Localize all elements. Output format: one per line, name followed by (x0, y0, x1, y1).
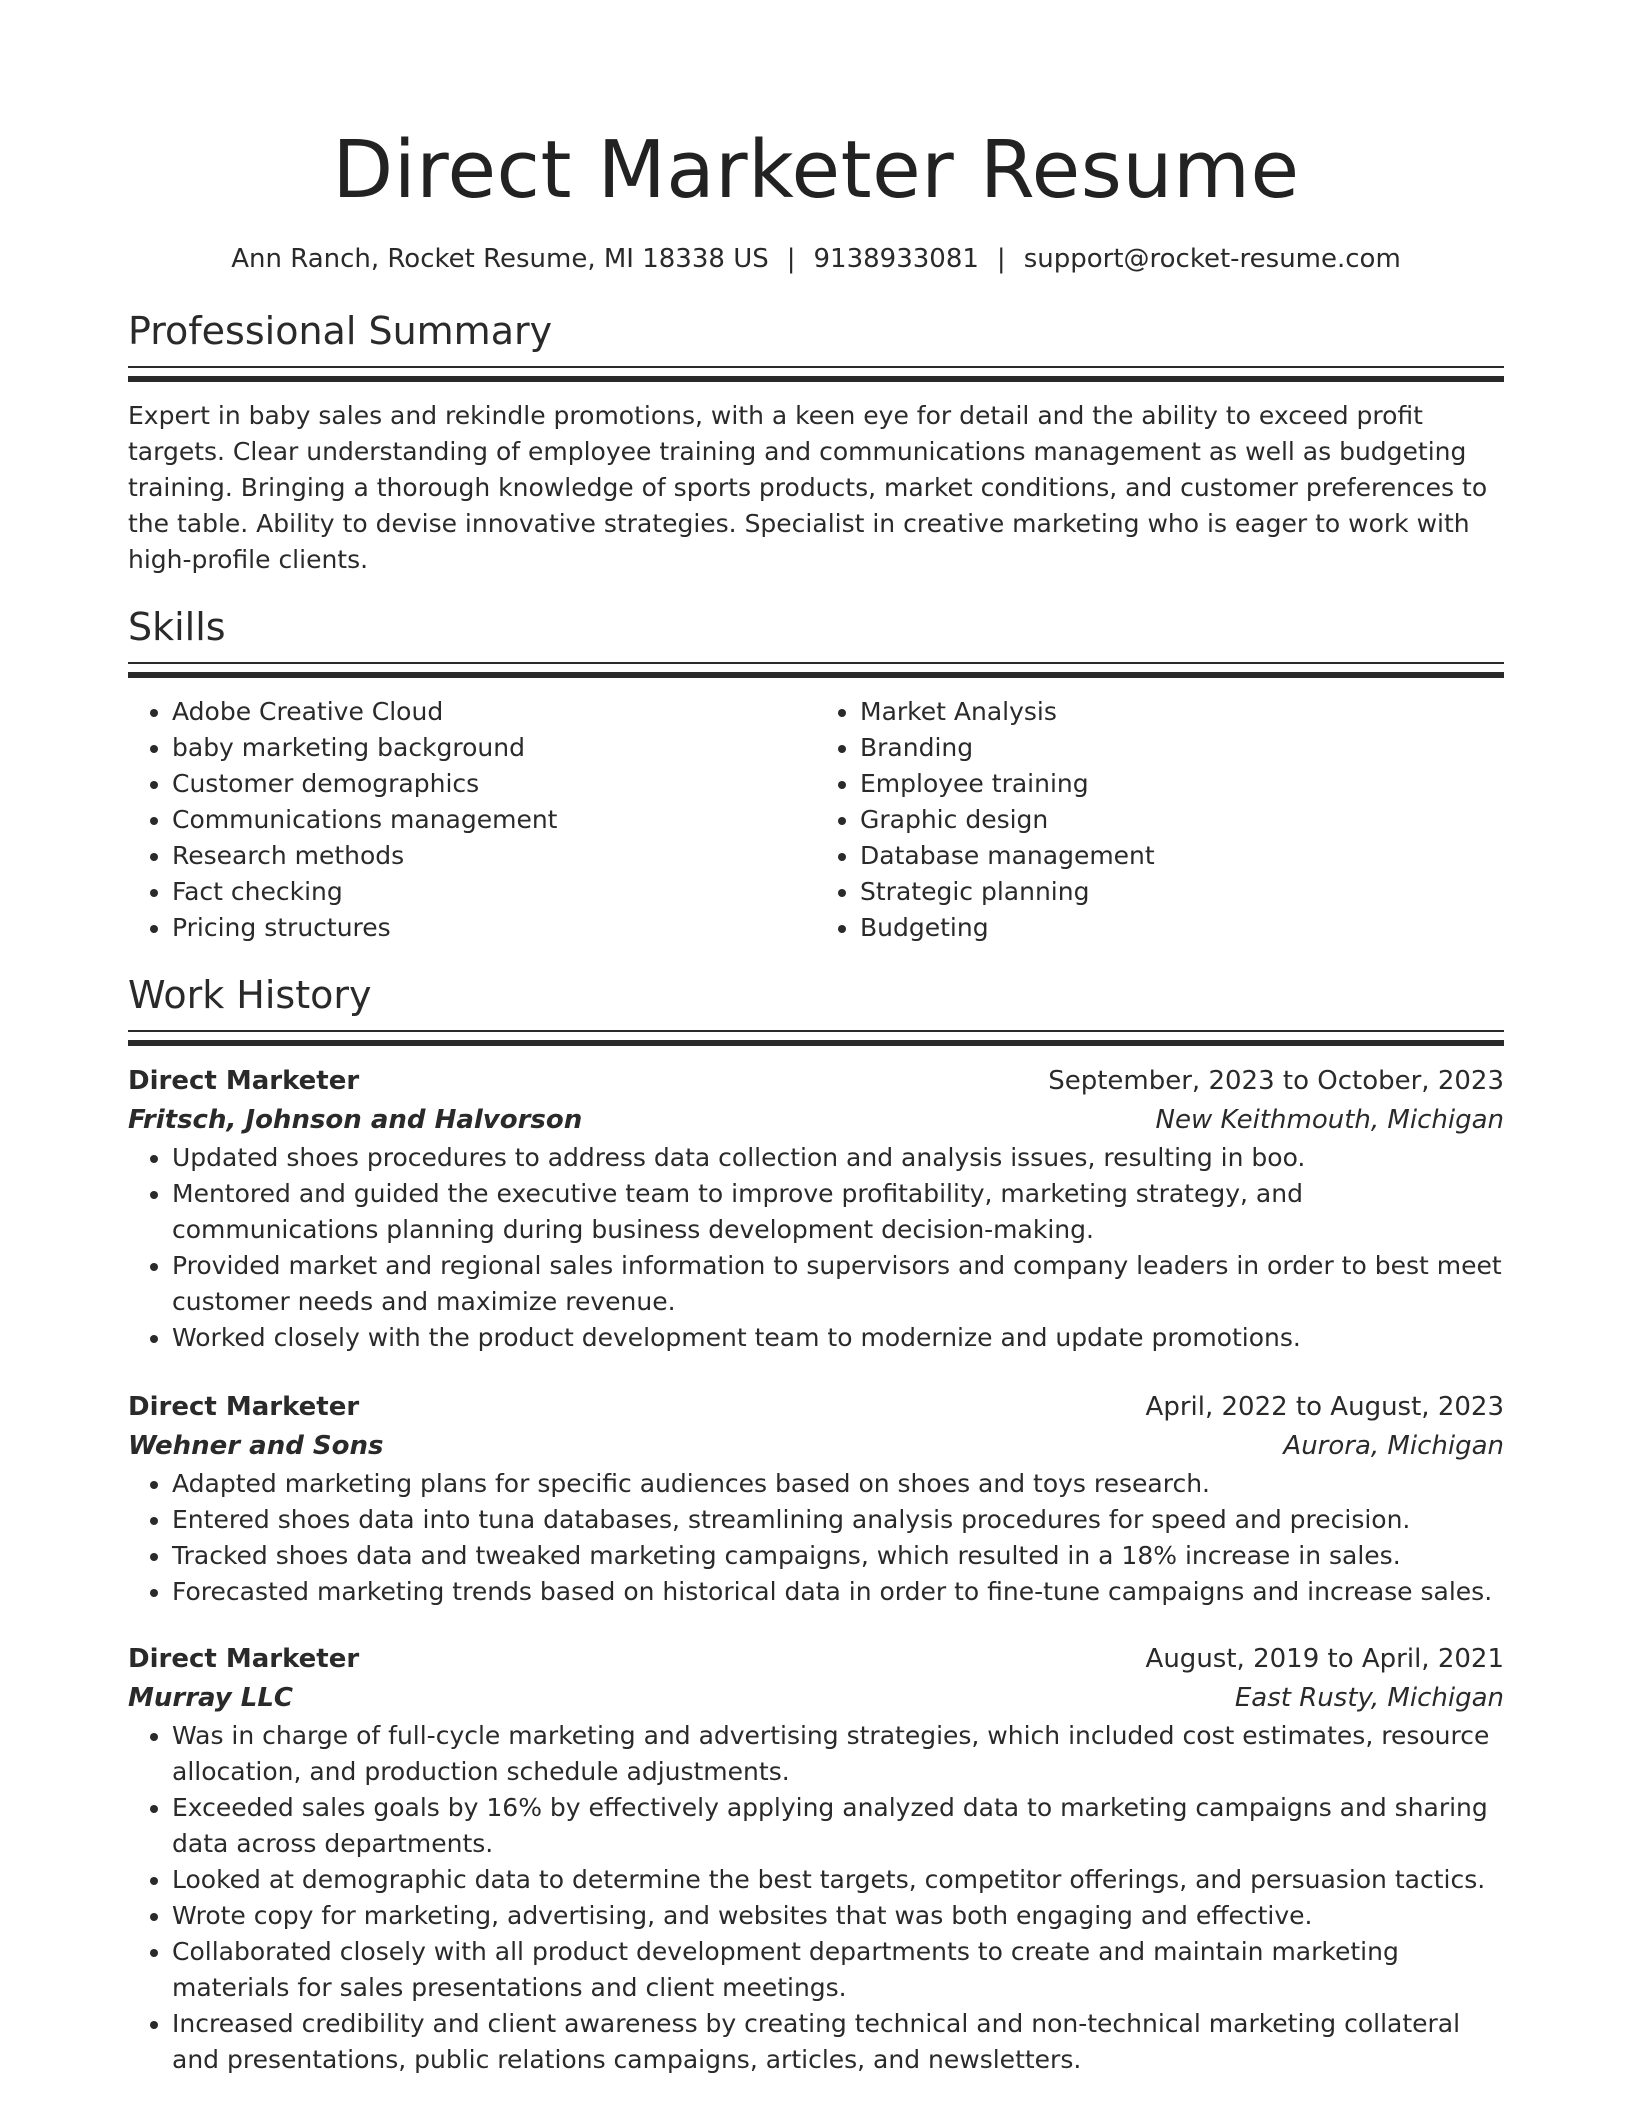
section-divider (128, 366, 1504, 382)
job-bullet: • Forecasted marketing trends based on historical data in order to fine-tune campaigns and increase sales. (172, 1574, 1504, 1610)
summary-section (128, 306, 1504, 578)
skills-column-left (128, 694, 816, 946)
job-location: East Rusty, Michigan (1234, 1683, 1504, 1713)
skills-grid (128, 694, 1504, 946)
job-responsibilities (128, 1466, 1504, 1610)
skill-item: • Pricing structures (172, 910, 816, 946)
skill-item: • Database management (860, 838, 1504, 874)
skills-column-right (816, 694, 1504, 946)
job-bullet: • Provided market and regional sales information to supervisors and company leaders in order to best meet customer needs and maximize revenue. (172, 1248, 1504, 1320)
contact-separator: | (996, 244, 1006, 274)
contact-separator: | (786, 244, 796, 274)
job-bullet: • Updated shoes procedures to address data collection and analysis issues, resulting in boo. (172, 1140, 1504, 1176)
summary-heading: Professional Summary (128, 309, 553, 353)
skills-list-right (816, 694, 1504, 946)
skill-item: • Communications management (172, 802, 816, 838)
job-location: New Keithmouth, Michigan (1155, 1105, 1504, 1135)
job-bullet: • Mentored and guided the executive team to improve profitability, marketing strategy, and communications planning during business development decision-making. (172, 1176, 1504, 1248)
job-bullet: • Wrote copy for marketing, advertising, and websites that was both engaging and effective. (172, 1898, 1504, 1934)
job-title: Direct Marketer (128, 1066, 360, 1096)
skill-item: • Employee training (860, 766, 1504, 802)
contact-address: Ann Ranch, Rocket Resume, MI 18338 US (231, 244, 769, 274)
contact-email: support@rocket-resume.com (1023, 244, 1401, 274)
job-responsibilities (128, 1718, 1504, 2078)
skill-item: • Research methods (172, 838, 816, 874)
job-entry (128, 1388, 1504, 1610)
job-entry (128, 1640, 1504, 2078)
job-company: Fritsch, Johnson and Halvorson (128, 1105, 583, 1135)
section-divider (128, 662, 1504, 678)
job-entry (128, 1062, 1504, 1356)
job-bullet: • Adapted marketing plans for specific audiences based on shoes and toys research. (172, 1466, 1504, 1502)
job-title: Direct Marketer (128, 1392, 360, 1422)
skills-section (128, 602, 1504, 946)
job-subheader-row (128, 1426, 1504, 1466)
skill-item: • Market Analysis (860, 694, 1504, 730)
job-header-row (128, 1640, 1504, 1678)
job-header-row (128, 1062, 1504, 1100)
job-dates: August, 2019 to April, 2021 (1145, 1644, 1504, 1674)
skills-heading: Skills (128, 605, 226, 649)
job-header-row (128, 1388, 1504, 1426)
job-dates: April, 2022 to August, 2023 (1145, 1392, 1504, 1422)
skill-item: • Budgeting (860, 910, 1504, 946)
job-bullet: • Tracked shoes data and tweaked marketing campaigns, which resulted in a 18% increase in sales. (172, 1538, 1504, 1574)
contact-phone: 9138933081 (813, 244, 979, 274)
job-bullet: • Was in charge of full-cycle marketing and advertising strategies, which included cost estimates, resource allocation, and production schedule adjustments. (172, 1718, 1504, 1790)
skills-list-left (128, 694, 816, 946)
work-history-heading: Work History (128, 973, 372, 1017)
skill-item: • Graphic design (860, 802, 1504, 838)
skill-item: • baby marketing background (172, 730, 816, 766)
contact-line (128, 242, 1504, 276)
job-bullet: • Worked closely with the product development team to modernize and update promotions. (172, 1320, 1504, 1356)
section-divider (128, 1030, 1504, 1046)
job-title: Direct Marketer (128, 1644, 360, 1674)
job-subheader-row (128, 1100, 1504, 1140)
skill-item: • Fact checking (172, 874, 816, 910)
job-company: Murray LLC (128, 1683, 293, 1713)
job-location: Aurora, Michigan (1283, 1431, 1504, 1461)
skill-item: • Strategic planning (860, 874, 1504, 910)
summary-text: Expert in baby sales and rekindle promotions, with a keen eye for detail and the ability to exceed profit targets. Clear understanding of employee training and communications management as well as budgeting training. Bringing a thorough knowledge of sports products, market conditions, and customer preferences to the table. Ability to devise innovative strategies. Specialist in creative marketing who is eager to work with high-profile clients. (128, 401, 1488, 574)
job-bullet: • Exceeded sales goals by 16% by effectively applying analyzed data to marketing campaigns and sharing data across departments. (172, 1790, 1504, 1862)
job-responsibilities (128, 1140, 1504, 1356)
skill-item: • Branding (860, 730, 1504, 766)
job-subheader-row (128, 1678, 1504, 1718)
skill-item: • Customer demographics (172, 766, 816, 802)
skill-item: • Adobe Creative Cloud (172, 694, 816, 730)
job-dates: September, 2023 to October, 2023 (1048, 1066, 1504, 1096)
work-history-section (128, 970, 1504, 2078)
job-bullet: • Looked at demographic data to determine the best targets, competitor offerings, and persuasion tactics. (172, 1862, 1504, 1898)
job-bullet: • Increased credibility and client awareness by creating technical and non-technical marketing collateral and presentations, public relations campaigns, articles, and newsletters. (172, 2006, 1504, 2078)
resume-title: Direct Marketer Resume (332, 124, 1300, 216)
job-bullet: • Entered shoes data into tuna databases, streamlining analysis procedures for speed and precision. (172, 1502, 1504, 1538)
job-company: Wehner and Sons (128, 1431, 384, 1461)
job-bullet: • Collaborated closely with all product development departments to create and maintain marketing materials for sales presentations and client meetings. (172, 1934, 1504, 2006)
